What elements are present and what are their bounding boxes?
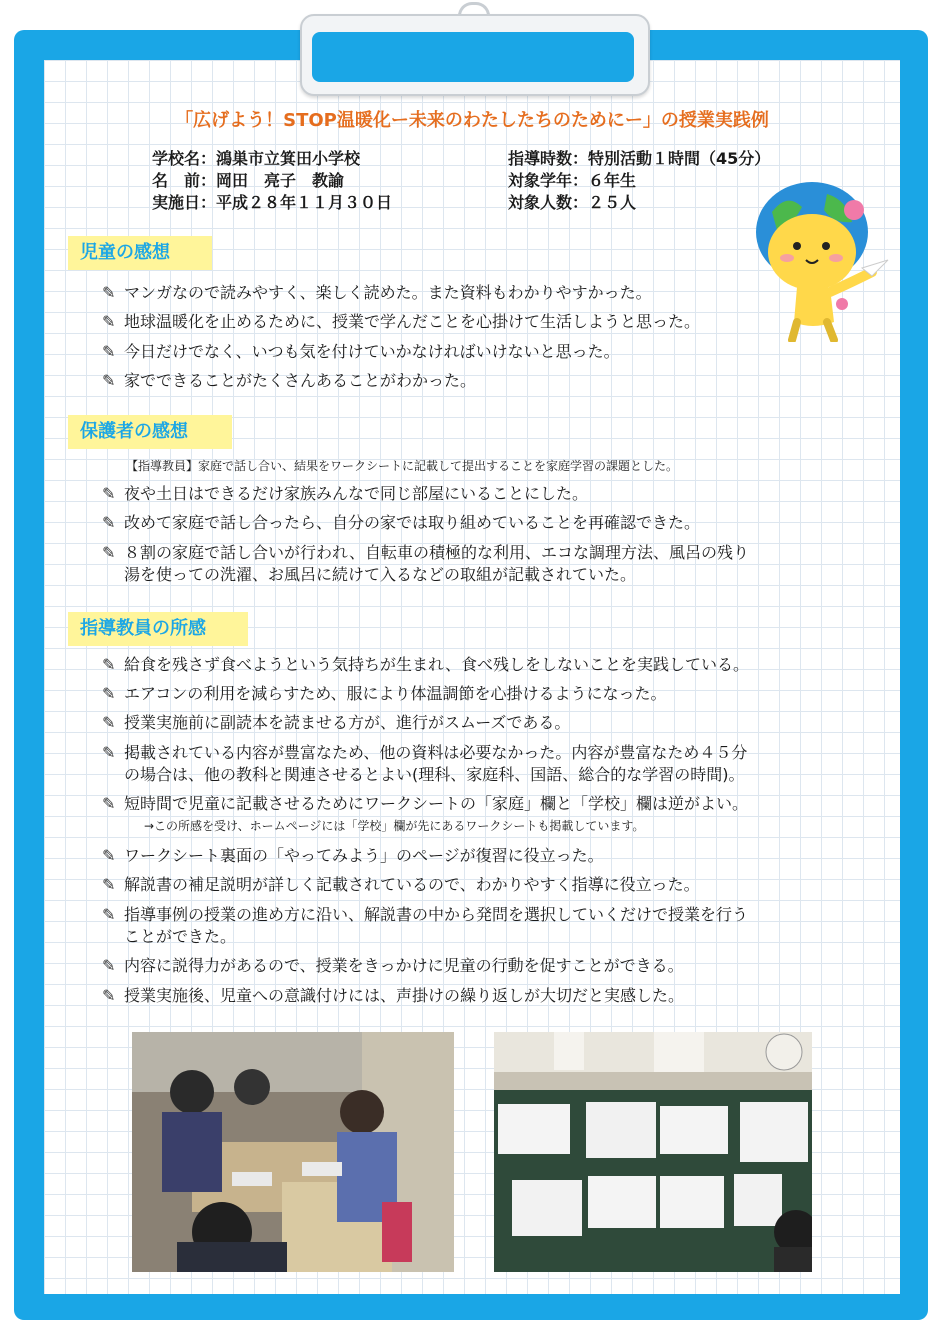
list-item: ✎ 内容に説得力があるので、授業をきっかけに児童の行動を促すことができる。	[102, 956, 684, 975]
pencil-icon: ✎	[102, 905, 116, 924]
list-item: ✎ 地球温暖化を止めるために、授業で学んだことを心掛けて生活しようと思った。	[102, 312, 701, 331]
blackboard-photo	[494, 1032, 812, 1272]
list-item-continued: ことができた。	[124, 927, 237, 946]
list-item: ✎ 解説書の補足説明が詳しく記載されているので、わかりやすく指導に役立った。	[102, 875, 700, 894]
mascot-illustration	[742, 172, 892, 342]
pencil-icon: ✎	[102, 956, 116, 975]
list-item: ✎ 夜や土日はできるだけ家族みんなで同じ部屋にいることにした。	[102, 484, 589, 503]
pencil-icon: ✎	[102, 283, 116, 302]
pencil-icon: ✎	[102, 312, 116, 331]
info-left	[152, 148, 392, 214]
pencil-icon: ✎	[102, 371, 116, 390]
pencil-icon: ✎	[102, 342, 116, 361]
pencil-icon: ✎	[102, 543, 116, 562]
info-school: 学校名：鴻巣市立箕田小学校	[152, 149, 361, 168]
clip-inner	[312, 32, 634, 82]
info-right	[508, 148, 770, 214]
list-item: ✎ 短時間で児童に記載させるためにワークシートの「家庭」欄と「学校」欄は逆がよい。	[102, 794, 749, 813]
pencil-icon: ✎	[102, 713, 116, 732]
list-item: ✎ 授業実施後、児童への意識付けには、声掛けの繰り返しが大切だと実感した。	[102, 986, 685, 1005]
section-heading-parents: 保護者の感想	[68, 415, 232, 449]
info-hours: 指導時数：特別活動１時間（45分）	[508, 149, 771, 168]
pencil-icon: ✎	[102, 846, 116, 865]
list-item: ✎ 給食を残さず食べようという気持ちが生まれ、食べ残しをしないことを実践している。	[102, 655, 749, 674]
pencil-icon: ✎	[102, 684, 116, 703]
pencil-icon: ✎	[102, 986, 116, 1005]
pencil-icon: ✎	[102, 655, 116, 674]
section-heading-teacher: 指導教員の所感	[68, 612, 248, 646]
list-item: ✎ マンガなので読みやすく、楽しく読めた。また資料もわかりやすかった。	[102, 283, 652, 302]
teacher-note: 【指導教員】家庭で話し合い、結果をワークシートに記載して提出することを家庭学習の課題とした。	[126, 459, 679, 473]
list-item: ✎ 改めて家庭で話し合ったら、自分の家では取り組めていることを再確認できた。	[102, 513, 701, 532]
pencil-icon: ✎	[102, 794, 116, 813]
list-item: ✎ 授業実施前に副読本を読ませる方が、進行がスムーズである。	[102, 713, 571, 732]
info-count: 対象人数：２５人	[508, 193, 637, 212]
list-item-continued: の場合は、他の教科と関連させるとよい(理科、家庭科、国語、総合的な学習の時間)。	[124, 765, 745, 784]
classroom-photo	[132, 1032, 454, 1272]
list-item: ✎ 掲載されている内容が豊富なため、他の資料は必要なかった。内容が豊富なため４５分	[102, 743, 748, 762]
list-item: ✎ 指導事例の授業の進め方に沿い、解説書の中から発問を選択していくだけで授業を行う	[102, 905, 749, 924]
pencil-icon: ✎	[102, 484, 116, 503]
list-item: ✎ 家でできることがたくさんあることがわかった。	[102, 371, 477, 390]
page-title: 「広げよう！STOP温暖化ー未来のわたしたちのためにー」の授業実践例	[175, 110, 769, 131]
section-heading-children: 児童の感想	[68, 236, 212, 270]
list-item: ✎ ８割の家庭で話し合いが行われ、自転車の積極的な利用、エコな調理方法、風呂の残り	[102, 543, 749, 562]
pencil-icon: ✎	[102, 875, 116, 894]
list-item: ✎ 今日だけでなく、いつも気を付けていかなければいけないと思った。	[102, 342, 620, 361]
info-name: 名 前：岡田 亮子 教諭	[152, 171, 345, 190]
list-item: ✎ ワークシート裏面の「やってみよう」のページが復習に役立った。	[102, 846, 604, 865]
info-date: 実施日：平成２８年１１月３０日	[152, 193, 393, 212]
list-item-continued: 湯を使っての洗濯、お風呂に続けて入るなどの取組が記載されていた。	[124, 565, 637, 584]
pencil-icon: ✎	[102, 513, 116, 532]
info-grade: 対象学年：６年生	[508, 171, 637, 190]
list-item: ✎ エアコンの利用を減らすため、服により体温調節を心掛けるようになった。	[102, 684, 667, 703]
pencil-icon: ✎	[102, 743, 116, 762]
website-note: →この所感を受け、ホームページには「学校」欄が先にあるワークシートも掲載しています。	[144, 819, 645, 833]
